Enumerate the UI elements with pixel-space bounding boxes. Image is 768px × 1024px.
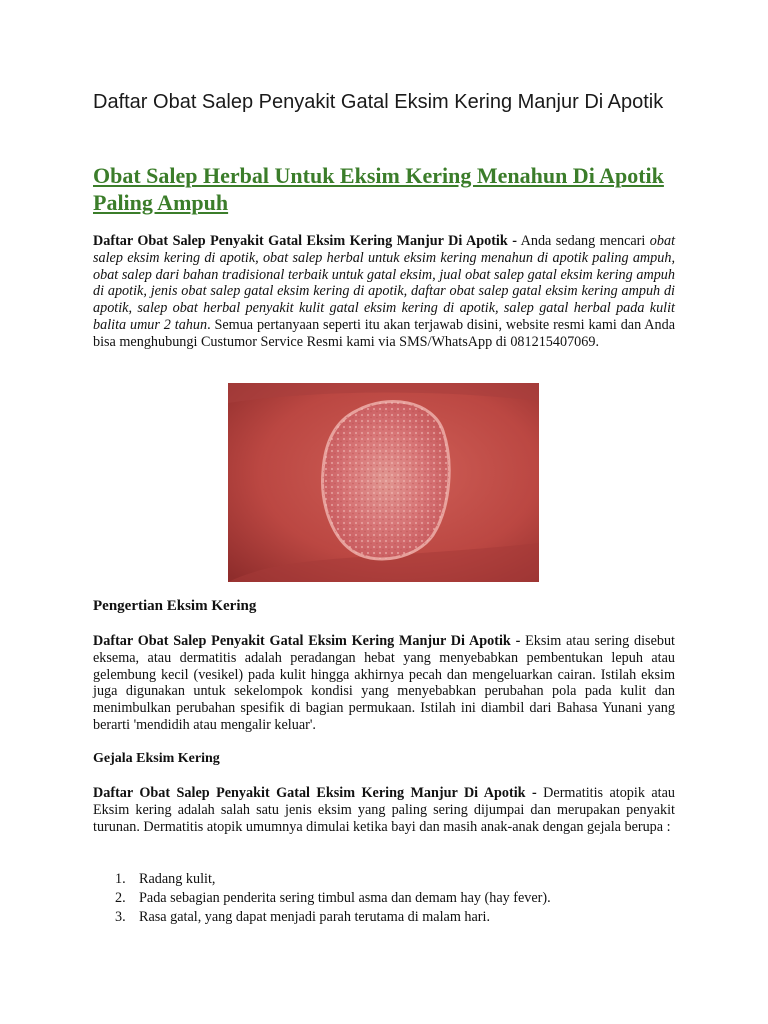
intro-lead: Daftar Obat Salep Penyakit Gatal Eksim Kering Manjur Di Apotik - <box>93 233 517 249</box>
list-item-text: Radang kulit, <box>139 871 216 887</box>
pengertian-heading: Pengertian Eksim Kering <box>93 598 257 614</box>
pengertian-lead: Daftar Obat Salep Penyakit Gatal Eksim Kering Manjur Di Apotik - <box>93 633 521 649</box>
gejala-lead: Daftar Obat Salep Penyakit Gatal Eksim Kering Manjur Di Apotik - <box>93 785 537 801</box>
section-heading-link[interactable]: Obat Salep Herbal Untuk Eksim Kering Menahun Di Apotik Paling Ampuh <box>93 163 664 215</box>
symptom-list <box>93 870 675 927</box>
list-item <box>93 870 675 889</box>
gejala-heading: Gejala Eksim Kering <box>93 751 220 766</box>
pengertian-text: Eksim atau sering disebut eksema, atau dermatitis adalah peradangan hebat yang menyebabkan pembentukan lepuh atau gelembung kecil (vesikel) pada kulit hingga akhirnya pecah dan mengeluarkan cairan. Istilah eksim juga digunakan untuk sekelompok kondisi yang menyebabkan perubahan pola pada kulit dan menimbulkan perubahan spesifik di bagian permukaan. Istilah ini diambil dari Bahasa Yunani yang berarti 'mendidih atau mengalir keluar'. <box>93 633 675 733</box>
intro-text-1: Anda sedang mencari <box>516 233 650 249</box>
intro-paragraph <box>93 233 675 351</box>
pengertian-paragraph <box>93 633 675 734</box>
document-title: Daftar Obat Salep Penyakit Gatal Eksim Kering Manjur Di Apotik <box>93 91 664 113</box>
list-item-number: 3. <box>115 909 126 925</box>
eczema-skin-photo <box>228 383 539 582</box>
list-item-number: 2. <box>115 890 126 906</box>
list-item-number: 1. <box>115 871 126 887</box>
list-item <box>93 908 675 927</box>
gejala-text: Dermatitis atopik atau Eksim kering adalah salah satu jenis eksim yang paling sering dijumpai dan merupakan penyakit turunan. Dermatitis atopik umumnya dimulai ketika bayi dan masih anak-anak dengan gejala berupa : <box>93 785 675 835</box>
intro-keywords: obat salep eksim kering di apotik, obat salep herbal untuk eksim kering menahun di apotik paling ampuh, obat salep dari bahan tradisional terbaik untuk gatal eksim, jual obat salep gatal eksim kering ampuh di apotik, jenis obat salep gatal eksim kering di apotik, daftar obat salep gatal eksim kering ampuh di apotik, salep obat herbal penyakit kulit gatal eksim kering di apotik, salep gatal herbal pada kulit balita umur 2 tahun <box>93 233 676 333</box>
list-item-text: Rasa gatal, yang dapat menjadi parah terutama di malam hari. <box>139 909 491 925</box>
list-item-text: Pada sebagian penderita sering timbul asma dan demam hay (hay fever). <box>139 890 551 906</box>
intro-text-2: . Semua pertanyaan seperti itu akan terjawab disini, website resmi kami dan Anda bisa menghubungi Custumor Service Resmi kami via SMS/WhatsApp di 081215407069. <box>93 316 675 350</box>
gejala-paragraph <box>93 785 675 835</box>
list-item <box>93 889 675 908</box>
